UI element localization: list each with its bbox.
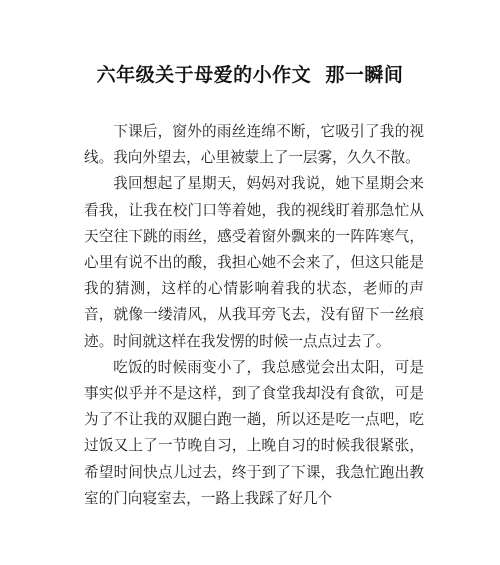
document-body: [84, 119, 424, 512]
paragraph-2: 我回想起了星期天，妈妈对我说，她下星期会来看我，让我在校门口等着她，我的视线盯着那急忙从天空往下跳的雨丝，感受着窗外飘来的一阵阵寒气，心里有说不出的酸，我担心她不会来了，但这只能是我的猜测，这样的心情影响着我的状态，老师的声音，就像一缕清风，从我耳旁飞去，没有留下一丝痕迹。时间就这样在我发愣的时候一点点过去了。: [84, 175, 424, 350]
paragraph-3: 吃饭的时候雨变小了，我总感觉会出太阳，可是事实似乎并不是这样，到了食堂我却没有食欲，可是为了不让我的双腿白跑一趟，所以还是吃一点吧，吃过饭又上了一节晚自习，上晚自习的时候我很紧张，希望时间快点儿过去，终于到了下课，我急忙跑出教室的门向寝室去，一路上我踩了好几个: [84, 358, 424, 507]
document-title: 六年级关于母爱的小作文 那一瞬间: [96, 64, 404, 86]
paragraph-1: 下课后，窗外的雨丝连绵不断，它吸引了我的视线。我向外望去，心里被蒙上了一层雾，久久不散。: [84, 123, 424, 167]
